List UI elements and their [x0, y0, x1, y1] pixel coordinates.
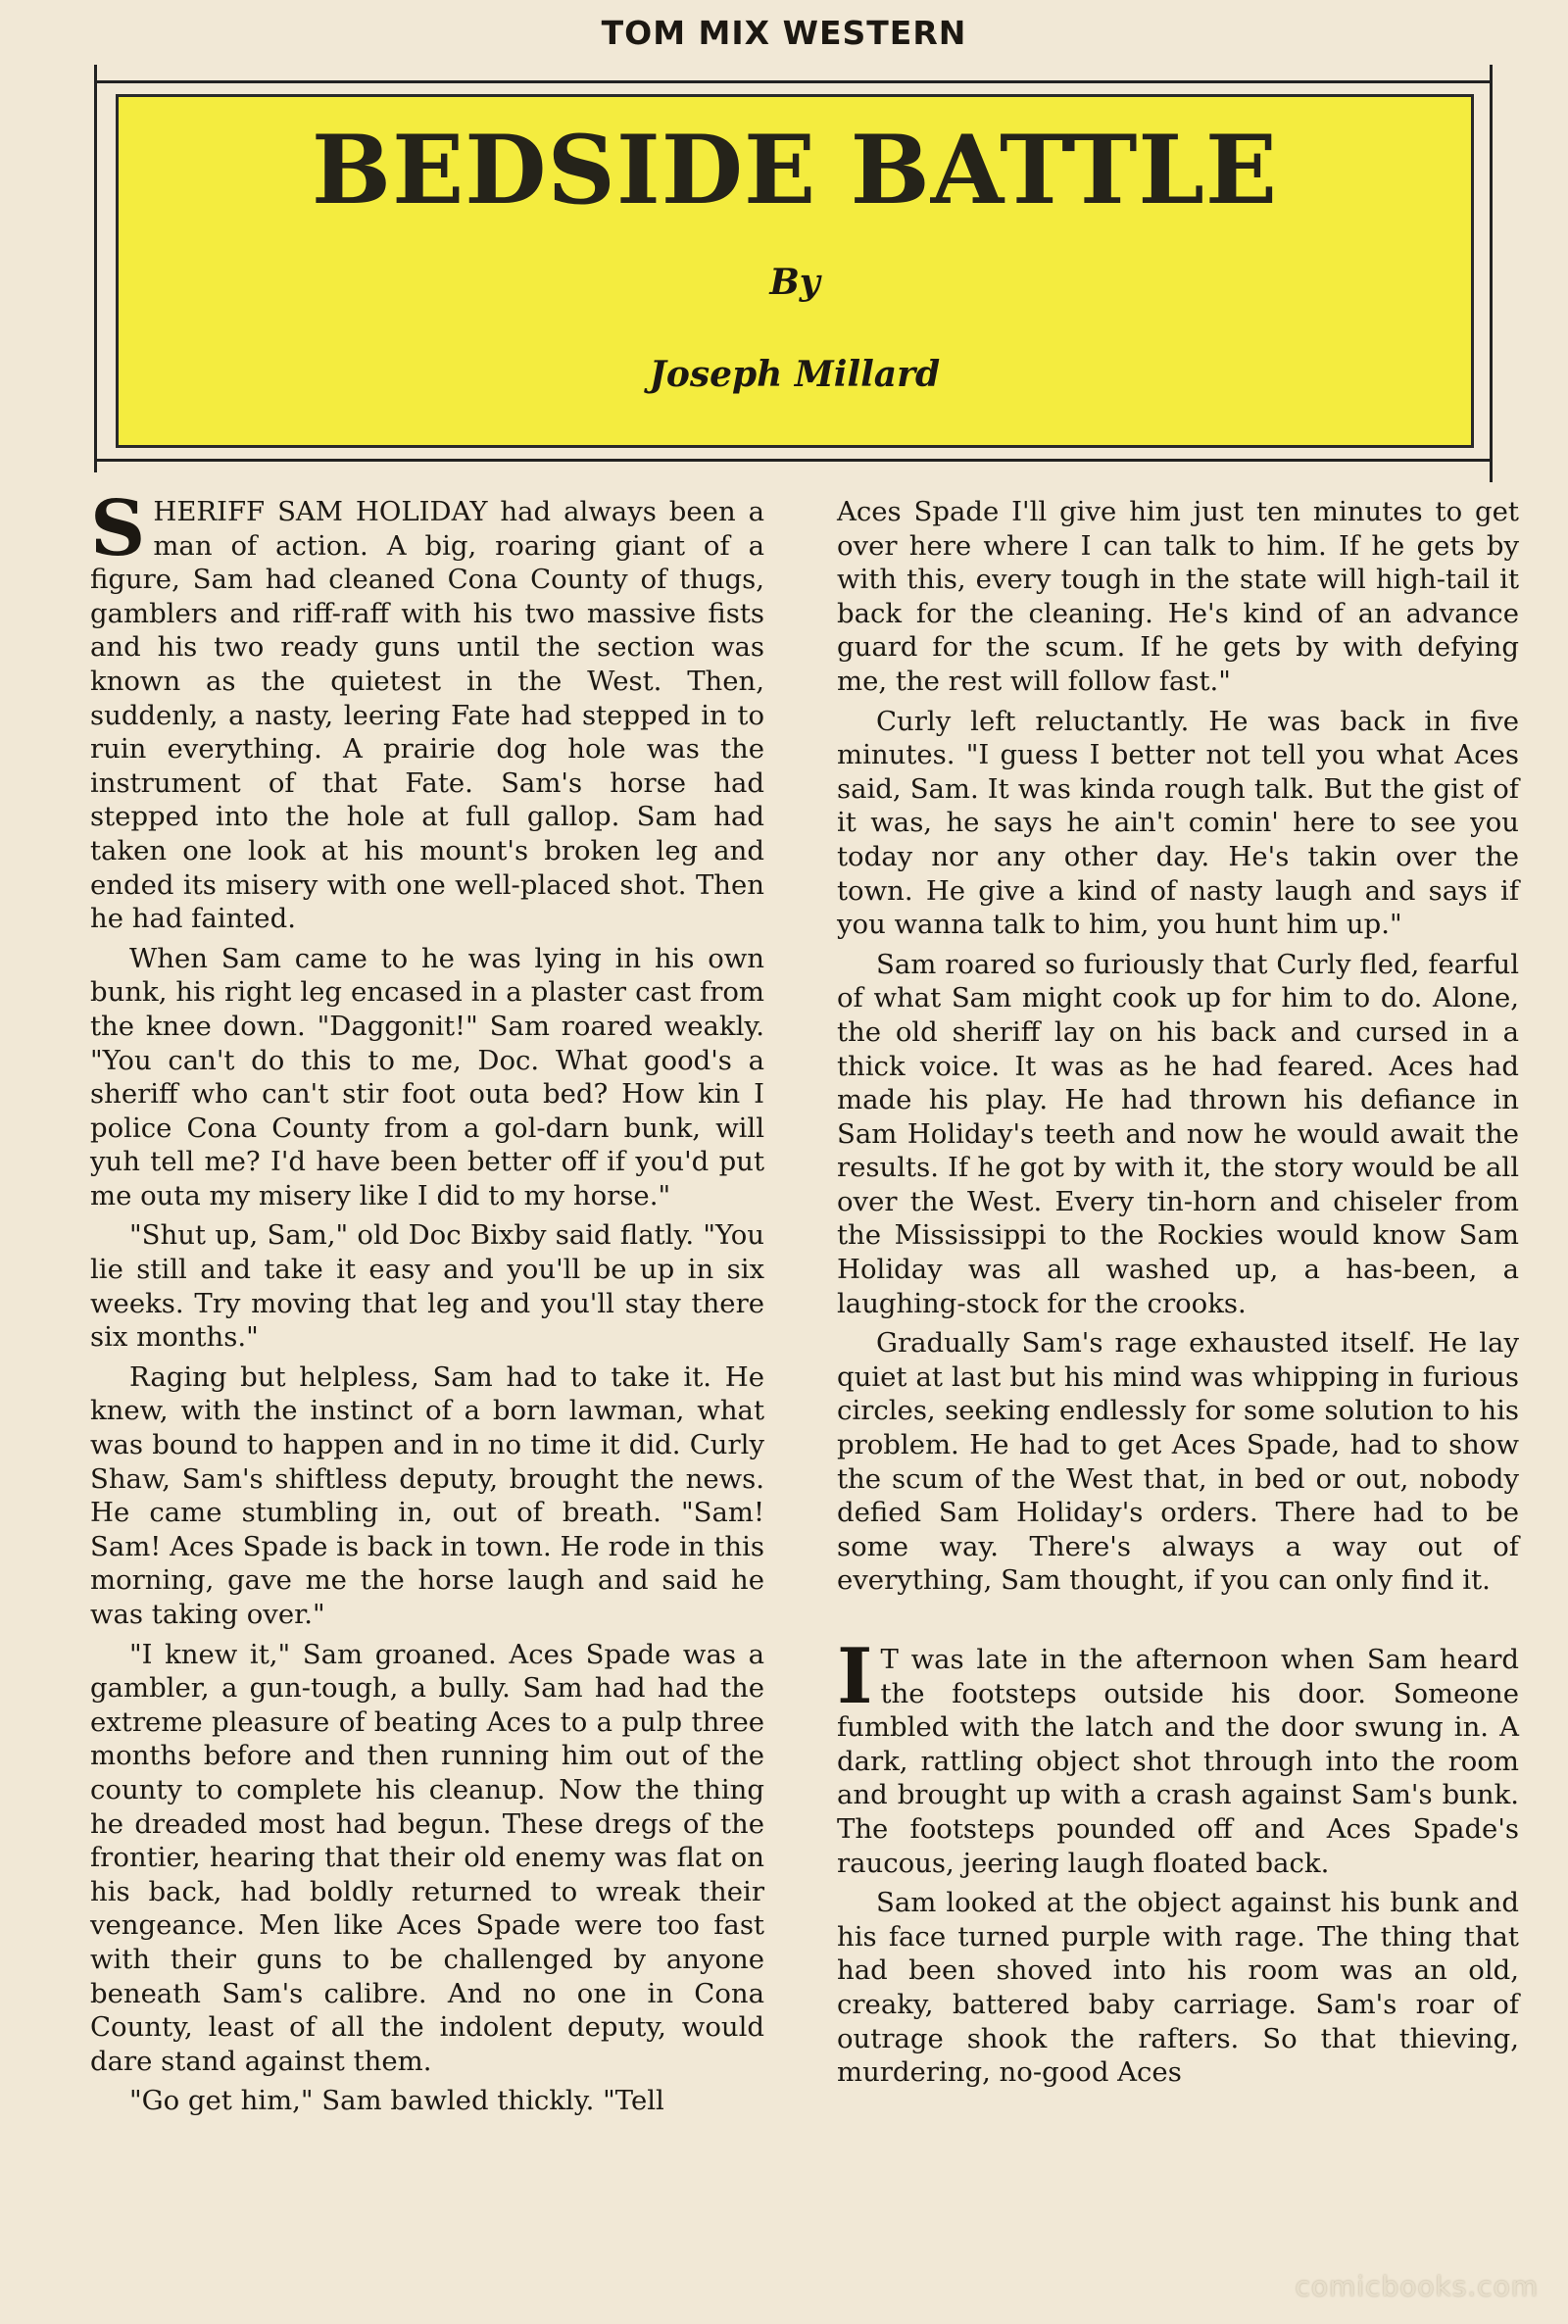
- left-column: [90, 484, 764, 2124]
- paragraph: "Go get him," Sam bawled thickly. "Tell: [129, 2085, 664, 2117]
- paragraph: Gradually Sam's rage exhausted itself. He lay quiet at last but his mind was whipping in furious circles, seeking endlessly for some solution to his problem. He had to get Aces Spade, had to show the scum of the West that, in bed or out, nobody defied Sam Holiday's orders. There had to be some way. There's always a way out of everything, Sam thought, if you can only find it.: [837, 1327, 1519, 1597]
- paragraph: "Shut up, Sam," old Doc Bixby said flatly. "You lie still and take it easy and you'll be up in six weeks. Try moving that leg and you'll stay there six months.": [90, 1219, 764, 1354]
- byline: By: [769, 262, 820, 303]
- watermark: comicbooks.com: [1295, 2270, 1539, 2302]
- title-frame-bottom-rule: [94, 459, 1492, 462]
- paragraph: SHERIFF SAM HOLIDAY had always been a man of action. A big, roaring giant of a figure, Sam had cleaned Cona County of thugs, gamblers and riff-raff with his two massive fists and his two ready guns until the section was known as the quietest in the West. Then, suddenly, a nasty, leering Fate had stepped in to ruin everything. A prairie dog hole was the instrument of that Fate. Sam's horse had stepped into the hole at full gallop. Sam had taken one look at his mount's broken leg and ended its misery with one well-placed shot. Then he had fainted.: [90, 484, 764, 935]
- title-frame-top-rule: [94, 80, 1492, 83]
- paragraph: Curly left reluctantly. He was back in five minutes. "I guess I better not tell you what Aces said, Sam. It was kinda rough talk. But the gist of it was, he says he ain't comin' here to see you today nor any other day. He's takin over the town. He give a kind of nasty laugh and says if you wanna talk to him, you hunt him up.": [837, 705, 1519, 941]
- paragraph: Raging but helpless, Sam had to take it. He knew, with the instinct of a born lawman, what was bound to happen and in no time it did. Curly Shaw, Sam's shiftless deputy, brought the news. He came stumbling in, out of breath. "Sam! Sam! Aces Spade is back in town. He rode in this morning, gave me the horse laugh and said he was taking over.": [90, 1360, 764, 1630]
- title-frame-left-rule: [94, 65, 97, 472]
- story-title: BEDSIDE BATTLE: [311, 115, 1279, 225]
- paragraph: Aces Spade I'll give him just ten minutes to get over here where I can talk to him. If he gets by with this, every tough in the state will high-tail it back for the cleaning. He's kind of an advance guard for the scum. If he gets by with defying me, the rest will follow fast.": [837, 496, 1519, 697]
- paragraph: "I knew it," Sam groaned. Aces Spade was a gambler, a gun-tough, a bully. Sam had had the extreme pleasure of beating Aces to a pulp three months before and then running him out of the county to complete his cleanup. Now the thing he dreaded most had begun. These dregs of the frontier, hearing that their old enemy was flat on his back, had boldly returned to wreak their vengeance. Men like Aces Spade were too fast with their guns to be challenged by anyone beneath Sam's calibre. And no one in Cona County, least of all the indolent deputy, would dare stand against them.: [90, 1638, 764, 2077]
- drop-cap: S: [90, 484, 146, 573]
- right-column: [837, 495, 1519, 2096]
- running-head: TOM MIX WESTERN: [601, 14, 967, 52]
- paragraph: Sam looked at the object against his bunk and his face turned purple with rage. The thing that had been shoved into his room was an old, creaky, battered baby carriage. Sam's roar of outrage shook the rafters. So that thieving, murdering, no-good Aces: [837, 1887, 1519, 2089]
- section-break: [837, 1604, 1519, 1643]
- author-name: Joseph Millard: [649, 354, 941, 395]
- paragraph: I T was late in the afternoon when Sam heard the footsteps outside his door. Someone fumbled with the latch and the door swung in. A dark, rattling object shot through into the room and brought up with a crash against Sam's bunk. The footsteps pounded off and Aces Spade's raucous, jeering laugh floated back.: [837, 1632, 1519, 1879]
- paragraph: Sam roared so furiously that Curly fled, fearful of what Sam might cook up for him to do. Alone, the old sheriff lay on his back and cursed in a thick voice. It was as he had feared. Aces had made his play. He had thrown his defiance in Sam Holiday's teeth and now he would await the results. If he got by with it, the story would be all over the West. Every tin-horn and chiseler from the Mississippi to the Rockies would know Sam Holiday was all washed up, a has-been, a laughing-stock for the crooks.: [837, 948, 1519, 1319]
- drop-cap: I: [837, 1632, 873, 1721]
- title-box: [116, 94, 1474, 448]
- title-frame-right-rule: [1490, 65, 1493, 482]
- paragraph: When Sam came to he was lying in his own bunk, his right leg encased in a plaster cast from the knee down. "Daggonit!" Sam roared weakly. "You can't do this to me, Doc. What good's a sheriff who can't stir foot outa bed? How kin I police Cona County from a gol-darn bunk, will yuh tell me? I'd have been better off if you'd put me outa my misery like I did to my horse.": [90, 942, 764, 1211]
